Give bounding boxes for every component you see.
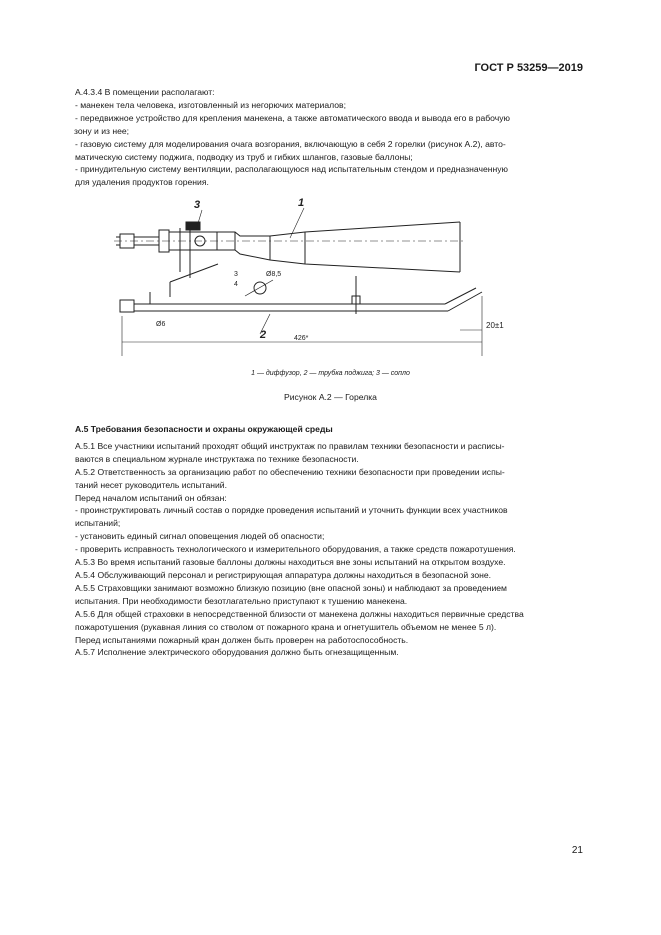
label-2: 2 [260, 329, 267, 341]
para-line: А.5.5 Страховщики занимают возможно близкую позицию (вне опасной зоны) и наблюдают за проведением [75, 582, 507, 593]
para-line: Перед испытаниями пожарный кран должен быть проверен на работоспособность. [75, 634, 409, 645]
para-line: А.5.3 Во время испытаний газовые баллоны должны находиться вне зоны испытаний на открытом воздухе. [75, 557, 506, 568]
dim-b: 4 [234, 281, 238, 288]
para-line: таний несет руководитель испытаний. [75, 479, 227, 490]
para-line: ваются в специальном журнале инструктажа по технике безопасности. [75, 453, 359, 464]
para-line: А.5.6 Для общей страховки в непосредственной близости от манекена должны находиться первичные средства [75, 608, 524, 619]
para-line: - принудительную систему вентиляции, располагающуюся над испытательным стендом и предназначенную [75, 164, 508, 175]
label-3: 3 [194, 199, 201, 211]
para-line: для удаления продуктов горения. [75, 177, 209, 188]
para-line: - передвижное устройство для крепления манекена, а также автоматического ввода и вывода его в рабочую [75, 112, 510, 123]
para-line: - установить единый сигнал оповещения людей об опасности; [75, 531, 325, 542]
para-line: А.5.4 Обслуживающий персонал и регистрирующая аппаратура должны находиться в безопасной зоне. [75, 569, 492, 580]
dim-length: 426* [294, 335, 309, 342]
dim-hole: Ø8,5 [266, 271, 282, 278]
dim-small: Ø6 [156, 321, 166, 328]
burner-drawing [110, 192, 510, 362]
diffuser-bottom [217, 250, 460, 272]
para-line: пожаротушения (рукавная линия со стволом от пожарного крана и огнетушитель объемом не менее 5 л). [75, 621, 497, 632]
standard-number: ГОСТ Р 53259—2019 [474, 62, 583, 74]
dim-end: 20±1 [486, 321, 504, 330]
para-line: - газовую систему для моделирования очага возгорания, включающую в себя 2 горелки (рисунок А.2), авто- [75, 138, 506, 149]
para-line: - проверить исправность технологического и измерительного оборудования, а также средств пожаротушения. [75, 544, 516, 555]
para-line: А.5.2 Ответственность за организацию работ по обеспечению техники безопасности при проведении испы- [75, 466, 505, 477]
dim-a: 3 [234, 271, 238, 278]
figure-legend: 1 — диффузор, 2 — трубка поджига; 3 — сопло [251, 370, 410, 377]
para-line: матическую систему поджига, подводку из труб и гибких шлангов, газовые баллоны; [75, 151, 413, 162]
nozzle-body [169, 232, 217, 250]
para-line: испытания. При необходимости безотлагательно приступают к тушению манекена. [75, 595, 408, 606]
section-title: А.5 Требования безопасности и охраны окружающей среды [75, 424, 333, 434]
label-1: 1 [298, 197, 305, 209]
para-line: А.4.3.4 В помещении располагают: [75, 87, 215, 97]
para-line: А.5.1 Все участники испытаний проходят общий инструктаж по правилам техники безопасности и расписы- [75, 440, 505, 451]
section-a5 [75, 423, 583, 659]
figure-caption: Рисунок А.2 — Горелка [284, 392, 377, 402]
hole [254, 282, 266, 294]
para-line: Перед началом испытаний он обязан: [75, 492, 227, 503]
para-line: испытаний; [75, 518, 121, 529]
section-a434 [75, 86, 583, 189]
para-line: А.5.7 Исполнение электрического оборудования должно быть огнезащищенным. [75, 647, 399, 658]
diffuser-top [217, 222, 460, 236]
para-line: - манекен тела человека, изготовленный из негорючих материалов; [75, 99, 346, 110]
page-number: 21 [571, 845, 583, 856]
para-line: зону и из нее; [74, 125, 130, 136]
para-line: - проинструктировать личный состав о порядке проведения испытаний и уточнить функции всех участников [75, 505, 508, 516]
tube-fitting [120, 300, 134, 312]
